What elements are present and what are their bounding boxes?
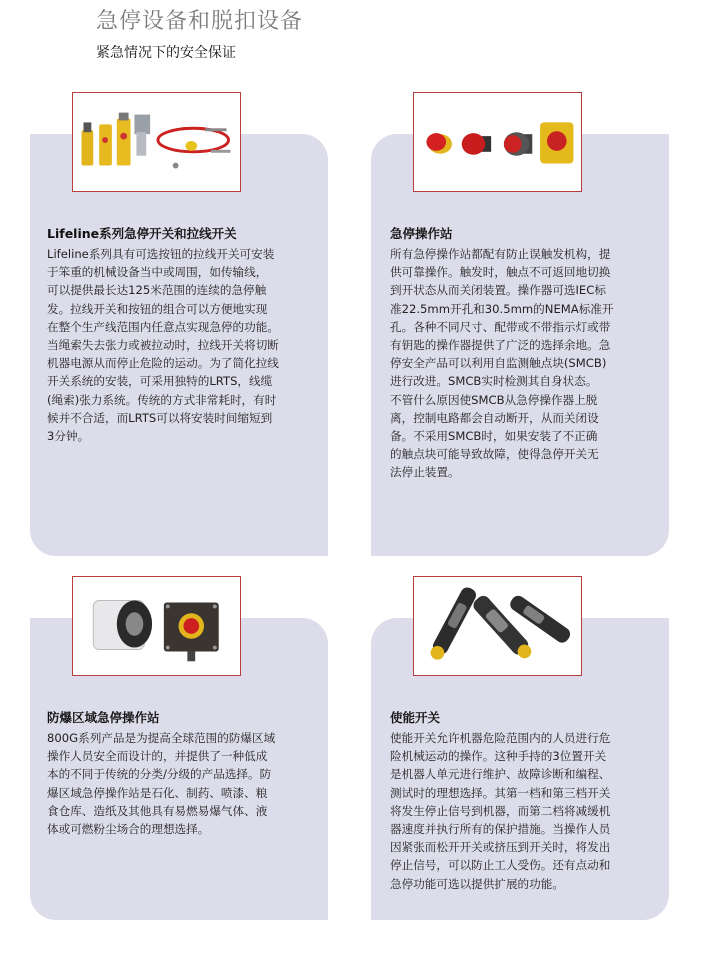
- card-title-estop-stations: 急停操作站: [390, 226, 453, 241]
- page-title: 急停设备和脱扣设备: [96, 9, 304, 34]
- estop-stations-illustration: [414, 93, 581, 191]
- page-subtitle: 紧急情况下的安全保证: [96, 45, 236, 61]
- card-title-explosion-proof: 防爆区域急停操作站: [47, 710, 160, 725]
- card-title-enabling-switches: 使能开关: [390, 710, 441, 725]
- card-body-lifeline: Lifeline系列具有可选按钮的拉线开关可安装 于笨重的机械设备当中或周围，如传输线， 可以提供最长达125米范围的连续的急停触 发。拉线开关和按钮的组合可以方便地实现 在整个生产线范围内任意点实现急停的功能。 当绳索失去张力或被拉动时，拉线开关将切断 机器电源从而停止危险的运动。为了简化拉线 开关系统的安装，可采用独特的LRTS，线缆 (绳索)张力系统。传统的方式非常耗时，有时 候并不合适，而LRTS可以将安装时间缩短到 3分钟。: [47, 247, 279, 444]
- explosion-proof-stations-image: [72, 576, 241, 676]
- card-body-enabling-switches: 使能开关允许机器危险范围内的人员进行危 险机械运动的操作。这种手持的3位置开关 是机器人单元进行维护、故障诊断和编程、 测试时的理想选择。其第一档和第三档开关 将发生停止信号到机器，而第二档将减缓机 器速度并执行所有的保护措施。当操作人员 因紧张而松开开关或挤压到开关时，将发出 停止信号，可以防止工人受伤。还有点动和 急停功能可选以提供扩展的功能。: [390, 731, 611, 891]
- enabling-switches-illustration: [414, 577, 581, 675]
- enabling-switches-image: [413, 576, 582, 676]
- lifeline-switches-illustration: [73, 93, 240, 191]
- card-body-estop-stations: 所有急停操作站都配有防止误触发机构，提 供可靠操作。触发时，触点不可返回地切换 到开状态从而关闭装置。操作器可选IEC标 准22.5mm开孔和30.5mm的NEMA标准开 孔。各种不同尺寸、配带或不带指示灯或带 有钥匙的操作器提供了广泛的选择余地。急 停安全产品可以利用自监测触点块(SMCB) 进行改进。SMCB实时检测其自身状态。 不管什么原因使SMCB从急停操作器上脱 离，控制电路都会自动断开，从而关闭设 备。不采用SMCB时，如果安装了不正确 的触点块可能导致故障，使得急停开关无 法停止装置。: [390, 247, 614, 480]
- explosion-proof-illustration: [73, 577, 240, 675]
- estop-stations-image: [413, 92, 582, 192]
- card-body-explosion-proof: 800G系列产品是为提高全球范围的防爆区域 操作人员安全而设计的，并提供了一种低成 本的不同于传统的分类/分级的产品选择。防 爆区域急停操作站是石化、制药、喷漆、粮 食仓库、造纸及其他具有易燃易爆气体、液 体或可燃粉尘场合的理想选择。: [47, 731, 276, 837]
- lifeline-switches-image: [72, 92, 241, 192]
- card-title-lifeline: Lifeline系列急停开关和拉线开关: [47, 226, 237, 241]
